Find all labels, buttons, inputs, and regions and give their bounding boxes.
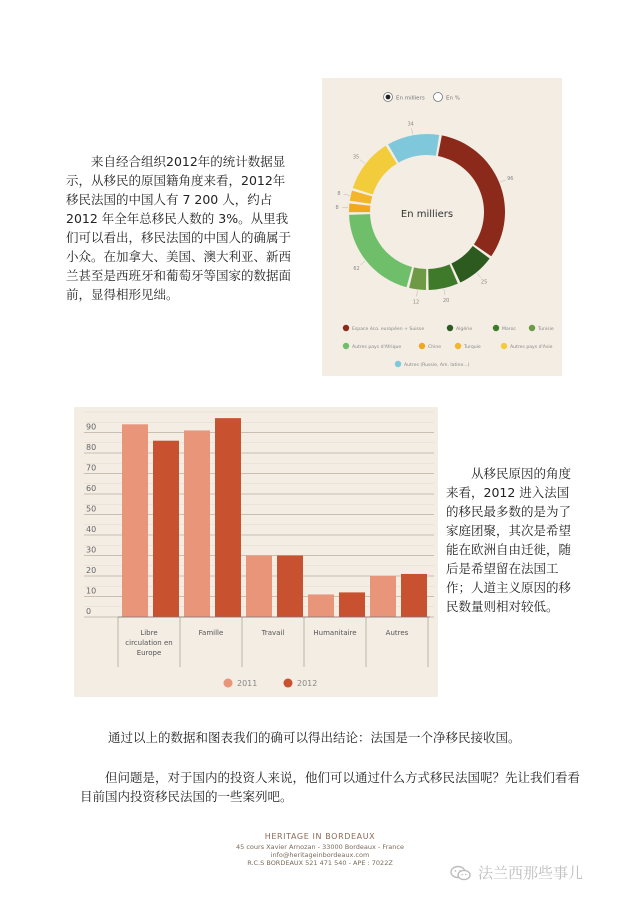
- legend-label: Autres pays d'Afrique: [352, 345, 402, 350]
- donut-value-label: 62: [353, 265, 360, 272]
- donut-value-label: 35: [352, 154, 360, 161]
- x-category-label: Humanitaire: [313, 629, 357, 637]
- donut-value-label: 34: [407, 121, 414, 128]
- legend-swatch: [493, 325, 499, 331]
- bar-2012: [401, 574, 427, 617]
- legend-label: Autres (Russie, Am. latine...): [404, 363, 470, 368]
- legend-swatch: [343, 343, 349, 349]
- donut-value-label: 96: [507, 175, 514, 182]
- legend-swatch: [343, 325, 349, 331]
- donut-leader-line: [444, 289, 445, 295]
- donut-value-label: 12: [412, 299, 420, 306]
- paragraph-question: 但问题是，对于国内的投资人来说，他们可以通过什么方式移民法国呢？先让我们看看目前国内投资移民法国的一些案列吧。: [80, 770, 581, 804]
- donut-slice: [428, 264, 458, 290]
- y-tick-label: 80: [86, 443, 97, 452]
- legend-label-2011: 2011: [237, 679, 258, 688]
- donut-leader-line: [417, 290, 418, 296]
- wechat-icon: [450, 865, 472, 881]
- bar-2011: [370, 576, 396, 617]
- bar-chart: [74, 407, 438, 697]
- donut-leader-line: [500, 180, 506, 182]
- legend-label: Chine: [428, 345, 442, 350]
- bar-2012: [277, 556, 303, 618]
- toggle-label-1: En %: [446, 95, 460, 102]
- donut-slice: [438, 135, 505, 256]
- watermark: [450, 862, 583, 883]
- x-category-label: circulation en: [125, 639, 173, 647]
- legend-label: Tunisie: [538, 327, 554, 332]
- donut-chart-panel: [322, 78, 562, 376]
- donut-leader-line: [360, 261, 365, 265]
- donut-value-label: 8: [337, 191, 341, 198]
- donut-slice: [349, 203, 370, 212]
- legend-swatch-2011: [224, 679, 233, 688]
- y-tick-label: 30: [86, 545, 97, 555]
- legend-label: Espace éco. européen + Suisse: [352, 327, 425, 332]
- bar-2011: [308, 594, 334, 617]
- legend-label-2012: 2012: [297, 679, 318, 688]
- legend-swatch: [419, 343, 425, 349]
- y-tick-label: 10: [86, 586, 97, 596]
- bar-2011: [184, 430, 210, 617]
- donut-value-label: 25: [480, 279, 488, 286]
- y-tick-label: 0: [86, 607, 92, 616]
- y-tick-label: 40: [86, 525, 97, 534]
- toggle-label-0: En milliers: [396, 95, 425, 102]
- legend-label: Turquie: [464, 345, 481, 350]
- footer-address: 45 cours Xavier Arnozan - 33000 Bordeaux - France: [236, 843, 404, 851]
- x-category-label: Europe: [136, 649, 162, 657]
- donut-leader-line: [477, 273, 481, 278]
- bar-2011: [122, 424, 148, 617]
- paragraph-migration-reasons: 从移民原因的角度来看，2012 进入法国的移民最多数的是为了家庭团聚，其次是希望能在欧洲自由迁徙，随后是希望留在法国工作；人道主义原因的移民数量则相对较低。: [446, 466, 572, 614]
- footer-rcs: R.C.S BORDEAUX 521 471 540 - APE : 7022Z: [247, 859, 393, 867]
- legend-label: Autres pays d'Asie: [510, 345, 553, 350]
- legend-swatch: [395, 361, 401, 367]
- bar-2012: [339, 592, 365, 617]
- bar-2011: [246, 556, 272, 618]
- y-tick-label: 70: [86, 463, 97, 473]
- y-tick-label: 60: [86, 484, 97, 493]
- donut-chart: [322, 78, 562, 376]
- watermark-text: 法兰西那些事儿: [478, 864, 584, 882]
- legend-label: Algérie: [456, 327, 473, 332]
- legend-swatch: [501, 343, 507, 349]
- donut-slice: [409, 267, 426, 290]
- x-category-label: Libre: [140, 629, 158, 637]
- legend-label: Maroc: [502, 327, 516, 332]
- bar-2012: [215, 418, 241, 617]
- x-category-label: Famille: [198, 629, 224, 637]
- paragraph-conclusion: 通过以上的数据和图表我们的确可以得出结论：法国是一个净移民接收国。: [108, 730, 521, 745]
- donut-leader-line: [360, 160, 365, 164]
- donut-leader-line: [412, 128, 413, 134]
- bar-chart-panel: [74, 407, 438, 697]
- bar-2012: [153, 441, 179, 617]
- donut-slice: [349, 214, 412, 287]
- footer-email: info@heritageinbordeaux.com: [270, 851, 370, 859]
- donut-leader-line: [344, 194, 350, 195]
- x-category-label: Travail: [261, 629, 285, 637]
- y-tick-label: 50: [86, 504, 97, 514]
- y-tick-label: 90: [86, 422, 97, 432]
- donut-slice: [388, 134, 439, 163]
- donut-slice: [451, 246, 489, 283]
- donut-value-label: 20: [442, 297, 450, 304]
- legend-swatch: [447, 325, 453, 331]
- toggle-radio-dot: [386, 95, 391, 100]
- legend-swatch: [455, 343, 461, 349]
- donut-slice: [353, 146, 397, 195]
- donut-center-title: En milliers: [400, 209, 454, 220]
- footer-company-name: HERITAGE IN BORDEAUX: [264, 832, 376, 841]
- toggle-radio-1[interactable]: [434, 93, 443, 102]
- y-tick-label: 20: [86, 566, 97, 575]
- legend-swatch-2012: [284, 679, 293, 688]
- x-category-label: Autres: [385, 629, 409, 637]
- donut-value-label: 8: [335, 205, 339, 212]
- legend-swatch: [529, 325, 535, 331]
- paragraph-oecd-stats: 来自经合组织2012年的统计数据显示，从移民的原国籍角度来看，2012年移民法国的中国人有 7 200 人，约占 2012 年全年总移民人数的 3%。从里我们可以看出，移民法国的中国人的确属于小众。在加拿大、美国、澳大利亚、新西兰甚至是西班牙和葡萄牙等国家的数据面前，显得相形见绌。: [66, 154, 292, 302]
